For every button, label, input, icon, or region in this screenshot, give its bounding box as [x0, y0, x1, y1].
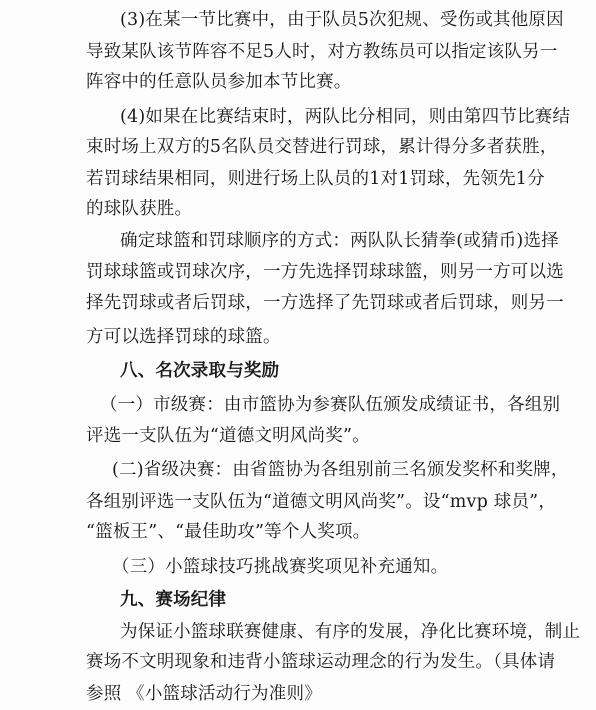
rule3-line3: 阵容中的任意队员参加本节比赛。 — [86, 72, 352, 92]
rule3-line2: 导致某队该节阵容不足5人时，对方教练员可以指定该队另一 — [86, 42, 558, 62]
method-line4: 方可以选择罚球的球篮。 — [86, 327, 281, 347]
section8-province-line1: (二)省级决赛：由省篮协为各组别前三名颁发奖杯和奖牌， — [112, 460, 569, 480]
section9-heading: 九、赛场纪律 — [120, 590, 227, 610]
section8-skills-line1: （三）小篮球技巧挑战赛奖项见补充通知。 — [112, 557, 449, 577]
rule4-line2: 束时场上双方的5名队员交替进行罚球，累计得分多者获胜， — [86, 137, 558, 157]
section8-province-line3: “篮板王”、“最佳助攻”等个人奖项。 — [86, 522, 371, 542]
section8-province-line2: 各组别评选一支队伍为“道德文明风尚奖”。设“mvp 球员”， — [86, 492, 557, 512]
section8-city-line2: 评选一支队伍为“道德文明风尚奖”。 — [86, 426, 370, 446]
section9-line2: 赛场不文明现象和违背小篮球运动理念的行为发生。（具体请 — [86, 652, 556, 672]
rule4-line4: 的球队获胜。 — [86, 199, 193, 219]
method-line2: 罚球球篮或罚球次序，一方先选择罚球球篮，则另一方可以选 — [86, 262, 564, 282]
section9-line3: 参照 《小篮球活动行为准则》 — [86, 684, 322, 704]
rule4-line3: 若罚球结果相同，则进行场上队员的1对1罚球，先领先1分 — [86, 169, 545, 189]
method-line1: 确定球篮和罚球顺序的方式：两队队长猜拳(或猜币)选择 — [120, 231, 559, 251]
method-line3: 择先罚球或者后罚球，一方选择了先罚球或者后罚球，则另一 — [86, 293, 564, 313]
rule3-line1: (3)在某一节比赛中，由于队员5次犯规、受伤或其他原因 — [120, 10, 564, 30]
section9-line1: 为保证小篮球联赛健康、有序的发展，净化比赛环境，制止 — [120, 622, 581, 642]
section8-heading: 八、名次录取与奖励 — [120, 361, 280, 381]
rule4-line1: (4)如果在比赛结束时，两队比分相同，则由第四节比赛结 — [120, 107, 571, 127]
section8-city-line1: （一）市级赛：由市篮协为参赛队伍颁发成绩证书，各组别 — [100, 395, 561, 415]
